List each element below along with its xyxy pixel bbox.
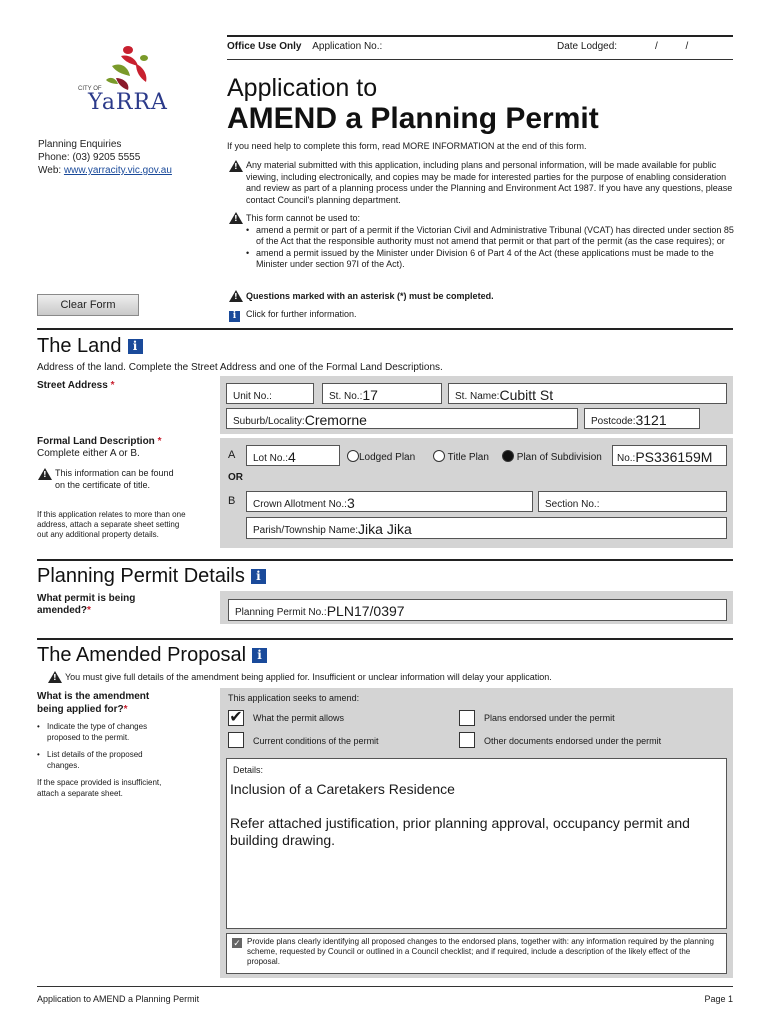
amendment-bullets [37,722,177,799]
field-value: Cubitt St [499,387,554,403]
provide-plans-box [226,933,727,974]
postcode-field[interactable] [584,408,700,429]
required-asterisk: * [157,436,162,447]
page-number: Page 1 [704,994,733,1004]
unit-no-field[interactable] [226,383,314,404]
bullet-text: amend a permit or part of a permit if the Victorian Civil and Administrative Tribunal (VCAT) has directed under section 85 of the Act that the responsible authority must not amend that permit or that part of the permit (as the case requires); or [256,224,734,246]
cannot-use-notice [246,213,734,271]
office-bottom-rule [227,59,733,60]
enquiries-phone: Phone: (03) 9205 5555 [38,152,141,163]
field-label: Crown Allotment No.: [253,499,347,510]
radio-selected-icon [502,450,514,462]
what-permit-allows-label: What the permit allows [253,713,345,723]
or-label: OR [228,472,243,483]
lot-no-field[interactable] [246,445,340,466]
radio-icon [347,450,359,462]
enquiries-title: Planning Enquiries [38,139,122,150]
office-use-bar [227,41,733,57]
provide-plans-note: Provide plans clearly identifying all proposed changes to the endorsed plans, together with: any information required by the planning scheme, requested by Council or outlined in a Council checklist; and if required, include a description of the likely effect of the proposal. [247,937,714,966]
enquiries-web [38,164,172,177]
application-no-label: Application No.: [312,41,383,52]
option-b-label: B [228,495,236,507]
warning-icon [229,158,243,176]
bullet-text: List details of the proposed changes. [47,750,143,770]
current-conditions-checkbox[interactable] [228,732,244,748]
warning-icon [48,669,62,687]
info-icon[interactable]: i [229,308,240,326]
suburb-field[interactable] [226,408,578,429]
asterisk-notice: Questions marked with an asterisk (*) must be completed. [246,291,494,301]
bullet-text: amend a permit issued by the Minister under Division 6 of Part 4 of the Act (these applications must be made to the Minister under section 97I of the Act). [256,247,714,269]
land-heading [37,335,143,358]
cannot-use-bullet-1: • amend a permit or part of a permit if the Victorian Civil and Administrative Tribunal (VCAT) has directed under section 85 of the Act that the responsible authority must not amend that permit or that part of the permit (as the case requires); or [246,224,734,246]
required-asterisk: * [110,380,115,391]
permit-info-icon[interactable]: i [251,569,266,584]
land-description: Address of the land. Complete the Street Address and one of the Formal Land Descriptions. [37,362,443,373]
date-slashes: / / [655,41,689,52]
click-info-text: Click for further information. [246,309,357,319]
other-documents-label: Other documents endorsed under the permit [484,736,662,746]
street-name-field[interactable] [448,383,727,404]
cannot-use-bullet-2: • amend a permit issued by the Minister under Division 6 of Part 4 of the Act (these applications must be made to the Minister under section 97I of the Act). [246,248,734,271]
land-heading-text: The Land [37,335,122,357]
formal-land-sub: Complete either A or B. [37,448,140,459]
title-plan-radio[interactable] [433,450,489,463]
proposal-section-rule [37,638,733,640]
council-website-link[interactable]: www.yarracity.vic.gov.au [63,165,172,176]
amendment-bullet-1: • Indicate the type of changes proposed to the permit. [37,722,177,743]
field-label: St. No.: [329,391,363,402]
proposal-info-icon[interactable]: i [252,648,267,663]
city-of-yarra-logo [76,44,176,118]
label-text: Formal Land Description [37,436,155,447]
space-note: If the space provided is insufficient, attach a separate sheet. [37,778,162,798]
plans-endorsed-checkbox[interactable] [459,710,475,726]
required-asterisk: * [123,704,128,715]
plans-endorsed-label: Plans endorsed under the permit [484,713,615,723]
field-value: Cremorne [304,412,367,428]
permit-heading [37,565,266,588]
amendment-what-label [37,690,177,716]
crown-allotment-field[interactable] [246,491,533,512]
what-permit-allows-checkbox[interactable]: ✔ [229,709,243,726]
radio-label: Title Plan [447,452,489,463]
required-asterisk: * [87,605,91,616]
field-value: 3 [346,495,355,511]
checked-note-icon: ✓ [233,938,241,948]
page-title: AMEND a Planning Permit [227,102,599,135]
warning-icon [38,466,52,484]
details-textarea[interactable] [226,758,727,929]
formal-land-label [37,436,161,460]
title-line1: Application to [227,74,378,102]
land-section-rule [37,328,733,330]
details-line-1: Inclusion of a Caretakers Residence [230,781,455,797]
field-label: Section No.: [545,499,600,510]
field-label: No.: [617,453,636,464]
plan-no-field[interactable] [612,445,727,466]
office-top-rule [227,35,733,37]
section-no-field[interactable] [538,491,727,512]
seeks-label: This application seeks to amend: [228,693,360,703]
parish-field[interactable] [246,517,727,539]
bullet-text: Indicate the type of changes proposed to the permit. [47,722,148,742]
what-permit-label [37,593,167,617]
amendment-bullet-2: • List details of the proposed changes. [37,750,177,771]
proposal-heading [37,644,267,667]
web-label: Web: [38,165,64,176]
warning-icon [229,210,243,228]
field-label: Postcode: [591,416,636,427]
planning-enquiries [38,138,172,177]
street-no-field[interactable] [322,383,442,404]
date-lodged-label: Date Lodged: [557,41,618,52]
more-address-note: If this application relates to more than one address, attach a separate sheet setting out any additional property details. [37,510,186,539]
radio-label: Lodged Plan [359,452,416,463]
permit-heading-text: Planning Permit Details [37,565,245,587]
field-value: PS336159M [635,449,713,465]
field-label: Suburb/Locality: [233,416,305,427]
plan-of-subdivision-radio[interactable] [502,450,602,463]
permit-section-rule [37,559,733,561]
radio-icon [433,450,445,462]
label-text: Street Address [37,380,108,391]
label-text: What is the amendment being applied for? [37,691,150,715]
public-viewing-notice: Any material submitted with this application, including plans and personal information, will be made available for public viewing, including electronically, and copies may be made for interested parties for the purpose of enabling consideration and review as part of a planning process under the Planning and Environment Act 1987. If you have any questions, please contact Council's planning department. [246,160,733,205]
footer-rule [37,986,733,987]
field-value: 4 [288,449,296,465]
clear-form-button[interactable]: Clear Form [37,294,139,316]
field-label: Parish/Township Name: [253,525,359,536]
field-value: 3121 [635,412,667,428]
field-value: Jika Jika [358,521,412,537]
footer-title: Application to AMEND a Planning Permit [37,994,200,1004]
field-value: 17 [362,387,378,403]
street-address-label [37,380,114,391]
radio-label: Plan of Subdivision [516,452,602,463]
details-line-2: Refer attached justification, prior planning approval, occupancy permit and building drawing. [230,815,690,848]
field-value: PLN17/0397 [326,603,405,619]
cannot-use-heading: This form cannot be used to: [246,213,361,223]
other-documents-checkbox[interactable] [459,732,475,748]
field-label: Unit No.: [233,391,272,402]
office-use-label: Office Use Only [227,41,302,52]
proposal-warning: You must give full details of the amendment being applied for. Insufficient or unclear information will delay your application. [65,672,552,682]
field-label: Planning Permit No.: [235,607,327,618]
help-text: If you need help to complete this form, read MORE INFORMATION at the end of this form. [227,141,587,151]
logo-city-of: CITY OF [78,86,102,92]
label-text: What permit is being amended? [37,593,136,616]
field-label: St. Name: [455,391,500,402]
option-a-label: A [228,449,236,461]
lodged-plan-radio[interactable] [347,450,415,463]
planning-permit-no-field[interactable] [228,599,727,621]
logo-name: YaRRA [88,90,168,115]
details-label: Details: [233,765,264,775]
land-info-icon[interactable]: i [128,339,143,354]
certificate-note: This information can be found on the certificate of title. [55,468,174,490]
warning-icon [229,288,243,306]
current-conditions-label: Current conditions of the permit [253,736,379,746]
field-label: Lot No.: [253,453,289,464]
proposal-heading-text: The Amended Proposal [37,644,247,666]
